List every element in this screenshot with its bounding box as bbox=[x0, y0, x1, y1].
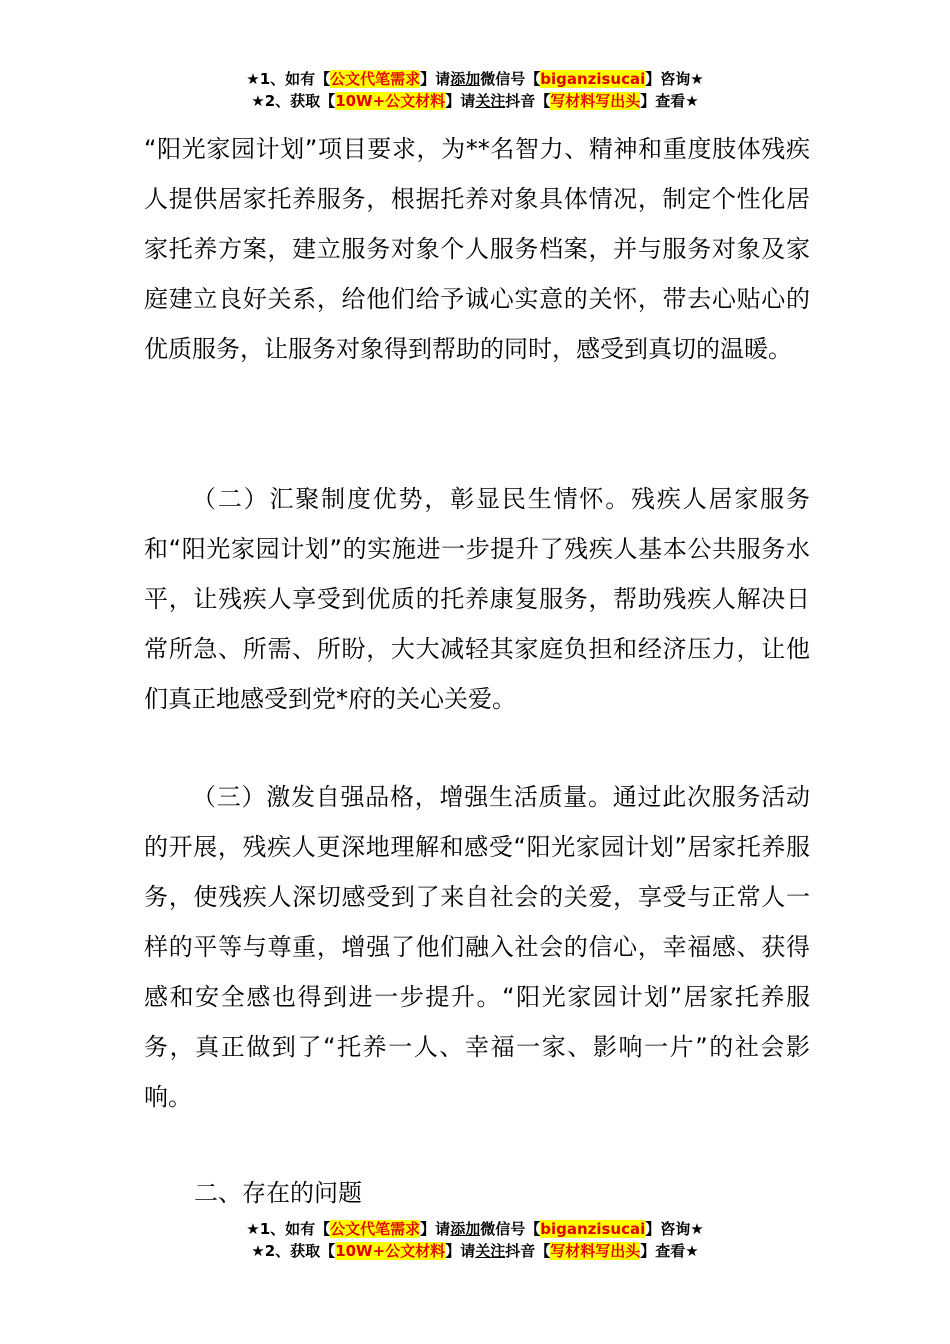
promo-text: 微信号【 bbox=[480, 70, 541, 88]
promo-line-1 bbox=[0, 1218, 950, 1240]
promo-underline: 关注 bbox=[475, 92, 506, 110]
section-heading: 二、存在的问题 bbox=[194, 1179, 362, 1207]
promo-text: 】咨询★ bbox=[645, 70, 704, 88]
promo-text: ★1、如有【 bbox=[246, 70, 331, 88]
promo-underline: 添加 bbox=[450, 1220, 481, 1238]
promo-text: 】请 bbox=[445, 1242, 476, 1260]
promo-line-1 bbox=[0, 68, 950, 90]
promo-text: 】请 bbox=[445, 92, 476, 110]
promo-text: 抖音【 bbox=[505, 1242, 551, 1260]
promo-text: 】查看★ bbox=[640, 92, 699, 110]
promo-text: 微信号【 bbox=[480, 1220, 541, 1238]
promo-text: ★2、获取【 bbox=[251, 92, 336, 110]
paragraph-institutional-advantage: （二）汇聚制度优势，彰显民生情怀。残疾人居家服务和“阳光家园计划”的实施进一步提升了残疾人基本公共服务水平，让残疾人享受到优质的托养康复服务，帮助残疾人解决日常所急、所需、所盼，大大减轻其家庭负担和经济压力，让他们真正地感受到党*府的关心关爱。 bbox=[144, 485, 810, 713]
promo-text: 】请 bbox=[420, 1220, 451, 1238]
promo-text: 抖音【 bbox=[505, 92, 551, 110]
promo-banner-top bbox=[0, 68, 950, 112]
promo-highlight: biganzisucai bbox=[540, 70, 646, 88]
promo-highlight: biganzisucai bbox=[540, 1220, 646, 1238]
promo-line-2 bbox=[0, 1240, 950, 1262]
promo-text: ★1、如有【 bbox=[246, 1220, 331, 1238]
paragraph-project-requirements: “阳光家园计划”项目要求，为**名智力、精神和重度肢体残疾人提供居家托养服务，根据托养对象具体情况，制定个性化居家托养方案，建立服务对象个人服务档案，并与服务对象及家庭建立良好关系，给他们给予诚心实意的关怀，带去心贴心的优质服务，让服务对象得到帮助的同时，感受到真切的温暖。 bbox=[144, 135, 810, 363]
promo-highlight: 写材料写出头 bbox=[550, 1242, 641, 1260]
promo-text: 】咨询★ bbox=[645, 1220, 704, 1238]
promo-underline: 添加 bbox=[450, 70, 481, 88]
paragraph-self-improvement: （三）激发自强品格，增强生活质量。通过此次服务活动的开展，残疾人更深地理解和感受“阳光家园计划”居家托养服务，使残疾人深切感受到了来自社会的关爱，享受与正常人一样的平等与尊重，增强了他们融入社会的信心，幸福感、获得感和安全感也得到进一步提升。“阳光家园计划”居家托养服务，真正做到了“托养一人、幸福一家、影响一片”的社会影响。 bbox=[144, 783, 810, 1111]
promo-text: 】请 bbox=[420, 70, 451, 88]
promo-text: 】查看★ bbox=[640, 1242, 699, 1260]
promo-underline: 关注 bbox=[475, 1242, 506, 1260]
promo-highlight: 写材料写出头 bbox=[550, 92, 641, 110]
promo-banner-bottom bbox=[0, 1218, 950, 1262]
promo-highlight: 公文代笔需求 bbox=[330, 70, 421, 88]
promo-highlight: 10W+公文材料 bbox=[335, 92, 446, 110]
promo-highlight: 10W+公文材料 bbox=[335, 1242, 446, 1260]
promo-line-2 bbox=[0, 90, 950, 112]
promo-text: ★2、获取【 bbox=[251, 1242, 336, 1260]
promo-highlight: 公文代笔需求 bbox=[330, 1220, 421, 1238]
